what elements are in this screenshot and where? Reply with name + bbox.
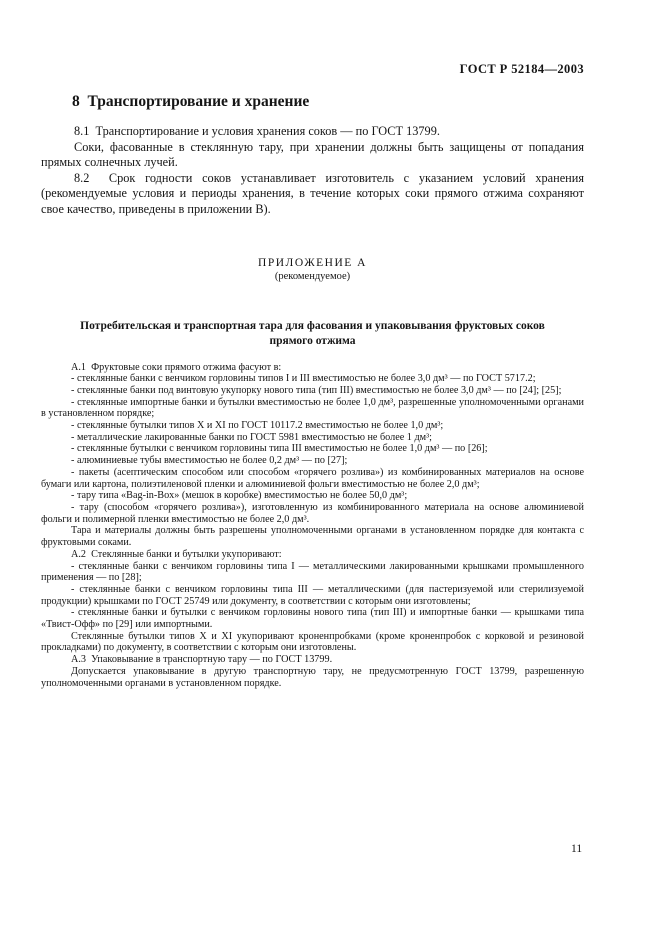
- paragraph: Соки, фасованные в стеклянную тару, при хранении должны быть защищены от попадания прямых солнечных лучей.: [41, 139, 584, 170]
- annex-label: ПРИЛОЖЕНИЕ А: [258, 256, 367, 269]
- section8-body: [41, 124, 584, 218]
- paragraph: - стеклянные импортные банки и бутылки вместимостью не более 1,0 дм³, разрешенные уполномоченными органами в установленном порядке;: [41, 396, 584, 420]
- paragraph: 8.2 Срок годности соков устанавливает изготовитель с указанием условий хранения (рекомендуемые условия и периоды хранения, в течение которых соки прямого отжима сохраняют свое качество, приведены в приложении В).: [41, 170, 584, 216]
- paragraph: - пакеты (асептическим способом или способом «горячего розлива») из комбинированных материалов на основе бумаги или картона, полиэтиленовой пленки и алюминиевой фольги вместимостью не более 2,0 дм³;: [41, 466, 584, 490]
- annex-body: [41, 362, 584, 690]
- section-heading: 8 Транспортирование и хранение: [72, 93, 310, 110]
- paragraph: А.1 Фруктовые соки прямого отжима фасуют в:: [71, 361, 282, 373]
- paragraph: Допускается упаковывание в другую транспортную тару, не предусмотренную ГОСТ 13799, разрешенную уполномоченными органами в установленном порядке.: [41, 665, 584, 689]
- paragraph: - стеклянные банки с венчиком горловины типа I — металлическими лакированными крышками промышленного применения — по [28];: [41, 560, 584, 584]
- paragraph: - тару (способом «горячего розлива»), изготовленную из комбинированного материала на основе алюминиевой фольги и полимерной пленки вместимостью не более 2,0 дм³.: [41, 502, 584, 525]
- paragraph: - стеклянные банки и бутылки с венчиком горловины нового типа (тип III) и импортные банки — крышками типа «Твист-Офф» по [29] или импортными.: [41, 607, 584, 631]
- paragraph: А.2 Стеклянные банки и бутылки укупоривают:: [71, 548, 282, 560]
- paragraph: - тару типа «Bag-in-Box» (мешок в коробке) вместимостью не более 50,0 дм³;: [71, 490, 408, 502]
- paragraph: - металлические лакированные банки по ГОСТ 5981 вместимостью не более 1 дм³;: [71, 431, 432, 443]
- paragraph: 8.1 Транспортирование и условия хранения соков — по ГОСТ 13799.: [74, 124, 440, 138]
- paragraph: - стеклянные банки под винтовую укупорку нового типа (тип III) вместимостью не более 3,0 дм³ — по [24]; [25];: [71, 384, 562, 396]
- annex-title: Потребительская и транспортная тара для фасования и упаковывания фруктовых соков прямого отжима: [80, 319, 545, 347]
- paragraph: - стеклянные банки с венчиком горловины типов I и III вместимостью не более 3,0 дм³ — по ГОСТ 5717.2;: [71, 373, 536, 385]
- paragraph: Тара и материалы должны быть разрешены уполномоченными органами в установленном порядке для контакта с фруктовыми соками.: [41, 525, 584, 549]
- annex-sublabel: (рекомендуемое): [274, 270, 351, 282]
- paragraph: - алюминиевые тубы вместимостью не более 0,2 дм³ — по [27];: [71, 455, 348, 467]
- paragraph: Стеклянные бутылки типов X и XI укупоривают кроненпробками (кроме кроненпробок с корковой и резиновой прокладками) по документу, в соответствии с которым они изготовлены.: [41, 630, 584, 654]
- page-number: 11: [571, 843, 583, 855]
- paragraph: - стеклянные банки с венчиком горловины типа III — металлическими (для пастеризуемой или стерилизуемой продукции) крышками по ГОСТ 25749 или документу, в соответствии с которым они изготовлены;: [41, 583, 584, 607]
- paragraph: - стеклянные бутылки типов X и XI по ГОСТ 10117.2 вместимостью не более 1,0 дм³;: [71, 420, 444, 432]
- paragraph: - стеклянные бутылки с венчиком горловины типа III вместимостью не более 1,0 дм³ — по [26];: [71, 443, 488, 455]
- paragraph: А.3 Упаковывание в транспортную тару — по ГОСТ 13799.: [71, 654, 333, 666]
- running-header: ГОСТ Р 52184—2003: [459, 62, 584, 76]
